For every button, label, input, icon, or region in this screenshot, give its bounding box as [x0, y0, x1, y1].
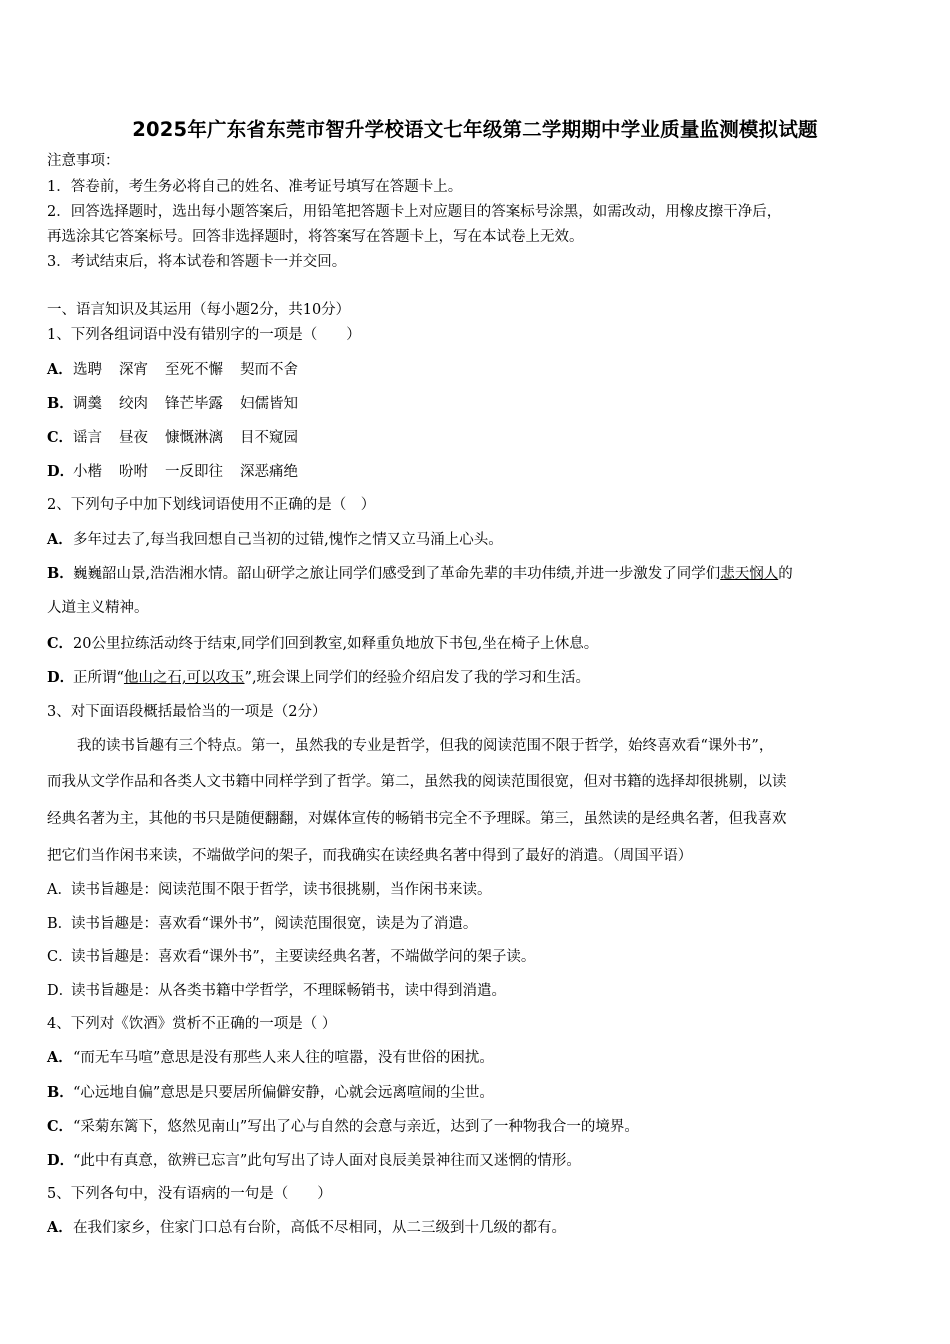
option-row	[47, 565, 793, 583]
option-row	[47, 361, 315, 379]
option-text: 巍巍韶山景,浩浩湘水情。韶山研学之旅让同学们感受到了革命先辈的丰功伟绩,并进一步激发了同学们	[73, 566, 721, 582]
option-row	[47, 395, 315, 413]
underlined-phrase: 悲天悯人	[720, 566, 779, 582]
option-word: 目不窥园	[240, 430, 298, 446]
option-letter: C．	[47, 635, 74, 652]
option-word: 慷慨淋漓	[165, 430, 223, 446]
option-letter: A．	[47, 1049, 73, 1066]
notice-heading: 注意事项：	[47, 153, 120, 169]
notice-item: 再选涂其它答案标号。回答非选择题时，将答案写在答题卡上，写在本试卷上无效。	[47, 229, 584, 245]
passage-line: 我的读书旨趣有三个特点。第一，虽然我的专业是哲学，但我的阅读范围不限于哲学，始终喜欢看“课外书”，	[77, 738, 774, 754]
passage-line: 把它们当作闲书来读，不端做学问的架子，而我确实在读经典名著中得到了最好的消遣。（周国平语）	[47, 848, 693, 864]
option-text: 读书旨趣是：喜欢看“课外书”，阅读范围很宽，读是为了消遣。	[71, 916, 478, 932]
page-title: 2025年广东省东莞市智升学校语文七年级第二学期期中学业质量监测模拟试题	[132, 118, 818, 141]
option-word: 深宵	[119, 362, 148, 378]
notice-item: 3．考试结束后，将本试卷和答题卡一并交回。	[47, 254, 347, 270]
option-letter: D．	[47, 983, 74, 999]
option-letter: B．	[47, 395, 74, 412]
option-letter: D．	[47, 1152, 75, 1169]
option-word: 深恶痛绝	[240, 464, 298, 480]
option-word: 小楷	[73, 464, 102, 480]
section-heading: 一、语言知识及其运用（每小题2分，共10分）	[47, 302, 351, 318]
underlined-phrase: 他山之石,可以攻玉	[123, 670, 245, 686]
option-letter: B．	[47, 1084, 74, 1101]
option-word: 谣言	[73, 430, 102, 446]
option-row	[47, 949, 535, 966]
option-row	[47, 429, 315, 447]
option-word: 一反即往	[165, 464, 223, 480]
option-row	[47, 1118, 639, 1136]
option-letter: A．	[47, 882, 72, 898]
question-stem: 2、下列句子中加下划线词语使用不正确的是（ ）	[47, 497, 376, 513]
option-text: “而无车马喧”意思是没有那些人来人往的喧嚣，没有世俗的困扰。	[73, 1050, 494, 1066]
option-text: 在我们家乡，住家门口总有台阶，高低不尽相同，从二三级到十几级的都有。	[73, 1220, 566, 1236]
option-row	[47, 635, 598, 653]
option-letter: A．	[47, 1219, 73, 1236]
option-text: 正所谓“	[73, 670, 124, 686]
option-letter: D．	[47, 669, 75, 686]
question-stem: 4、下列对《饮酒》赏析不正确的一项是（ ）	[47, 1016, 337, 1032]
option-letter: C．	[47, 949, 73, 965]
option-letter: A．	[47, 531, 73, 548]
passage-line: 而我从文学作品和各类人文书籍中同样学到了哲学。第二，虽然我的阅读范围很宽，但对书籍的选择却很挑剔，以读	[47, 774, 787, 790]
option-letter: C．	[47, 429, 74, 446]
option-text: 的	[778, 566, 793, 582]
option-letter: C．	[47, 1118, 74, 1135]
option-word: 妇儒皆知	[240, 396, 298, 412]
question-stem: 3、对下面语段概括最恰当的一项是（2分）	[47, 704, 327, 720]
passage-line: 经典名著为主，其他的书只是随便翻翻，对媒体宣传的畅销书完全不予理睬。第三，虽然读的是经典名著，但我喜欢	[47, 811, 787, 827]
option-text: “心远地自偏”意思是只要居所偏僻安静，心就会远离喧闹的尘世。	[73, 1085, 494, 1101]
option-row	[47, 882, 492, 899]
option-word: 吩咐	[119, 464, 148, 480]
option-row	[47, 669, 590, 687]
option-row	[47, 1084, 494, 1102]
option-row	[47, 1049, 494, 1067]
option-text: “此中有真意，欲辨已忘言”此句写出了诗人面对良辰美景神往而又迷惘的情形。	[73, 1153, 581, 1169]
option-text: 多年过去了,每当我回想自己当初的过错,愧怍之情又立马涌上心头。	[73, 532, 503, 548]
option-row	[47, 463, 315, 481]
option-text: “采菊东篱下，悠然见南山”写出了心与自然的会意与亲近，达到了一种物我合一的境界。	[73, 1119, 639, 1135]
option-letter: B．	[47, 565, 74, 582]
option-row	[47, 983, 506, 1000]
option-text: 读书旨趣是：喜欢看“课外书”，主要读经典名著，不端做学问的架子读。	[71, 949, 536, 965]
option-row	[47, 916, 477, 933]
option-row	[47, 531, 503, 549]
question-stem: 1、下列各组词语中没有错别字的一项是（ ）	[47, 327, 361, 343]
option-letter: A．	[47, 361, 73, 378]
question-stem: 5、下列各句中，没有语病的一句是（ ）	[47, 1186, 332, 1202]
option-word: 选聘	[73, 362, 102, 378]
option-word: 绞肉	[119, 396, 148, 412]
option-letter: D．	[47, 463, 75, 480]
option-word: 调羹	[73, 396, 102, 412]
option-word: 锋芒毕露	[165, 396, 223, 412]
option-text: 20公里拉练活动终于结束,同学们回到教室,如释重负地放下书包,坐在椅子上休息。	[73, 636, 599, 652]
option-word: 昼夜	[119, 430, 148, 446]
option-text: 读书旨趣是：阅读范围不限于哲学，读书很挑剔，当作闲书来读。	[71, 882, 492, 898]
option-word: 至死不懈	[165, 362, 223, 378]
option-text: ”,班会课上同学们的经验介绍启发了我的学习和生活。	[244, 670, 591, 686]
option-continuation: 人道主义精神。	[47, 600, 149, 616]
option-letter: B．	[47, 916, 73, 932]
notice-item: 2．回答选择题时，选出每小题答案后，用铅笔把答题卡上对应题目的答案标号涂黑，如需改动，用橡皮擦干净后，	[47, 204, 782, 220]
option-word: 契而不舍	[240, 362, 298, 378]
option-row	[47, 1152, 581, 1170]
option-row	[47, 1219, 566, 1237]
notice-item: 1．答卷前，考生务必将自己的姓名、准考证号填写在答题卡上。	[47, 179, 463, 195]
option-text: 读书旨趣是：从各类书籍中学哲学，不理睬畅销书，读中得到消遣。	[71, 983, 506, 999]
